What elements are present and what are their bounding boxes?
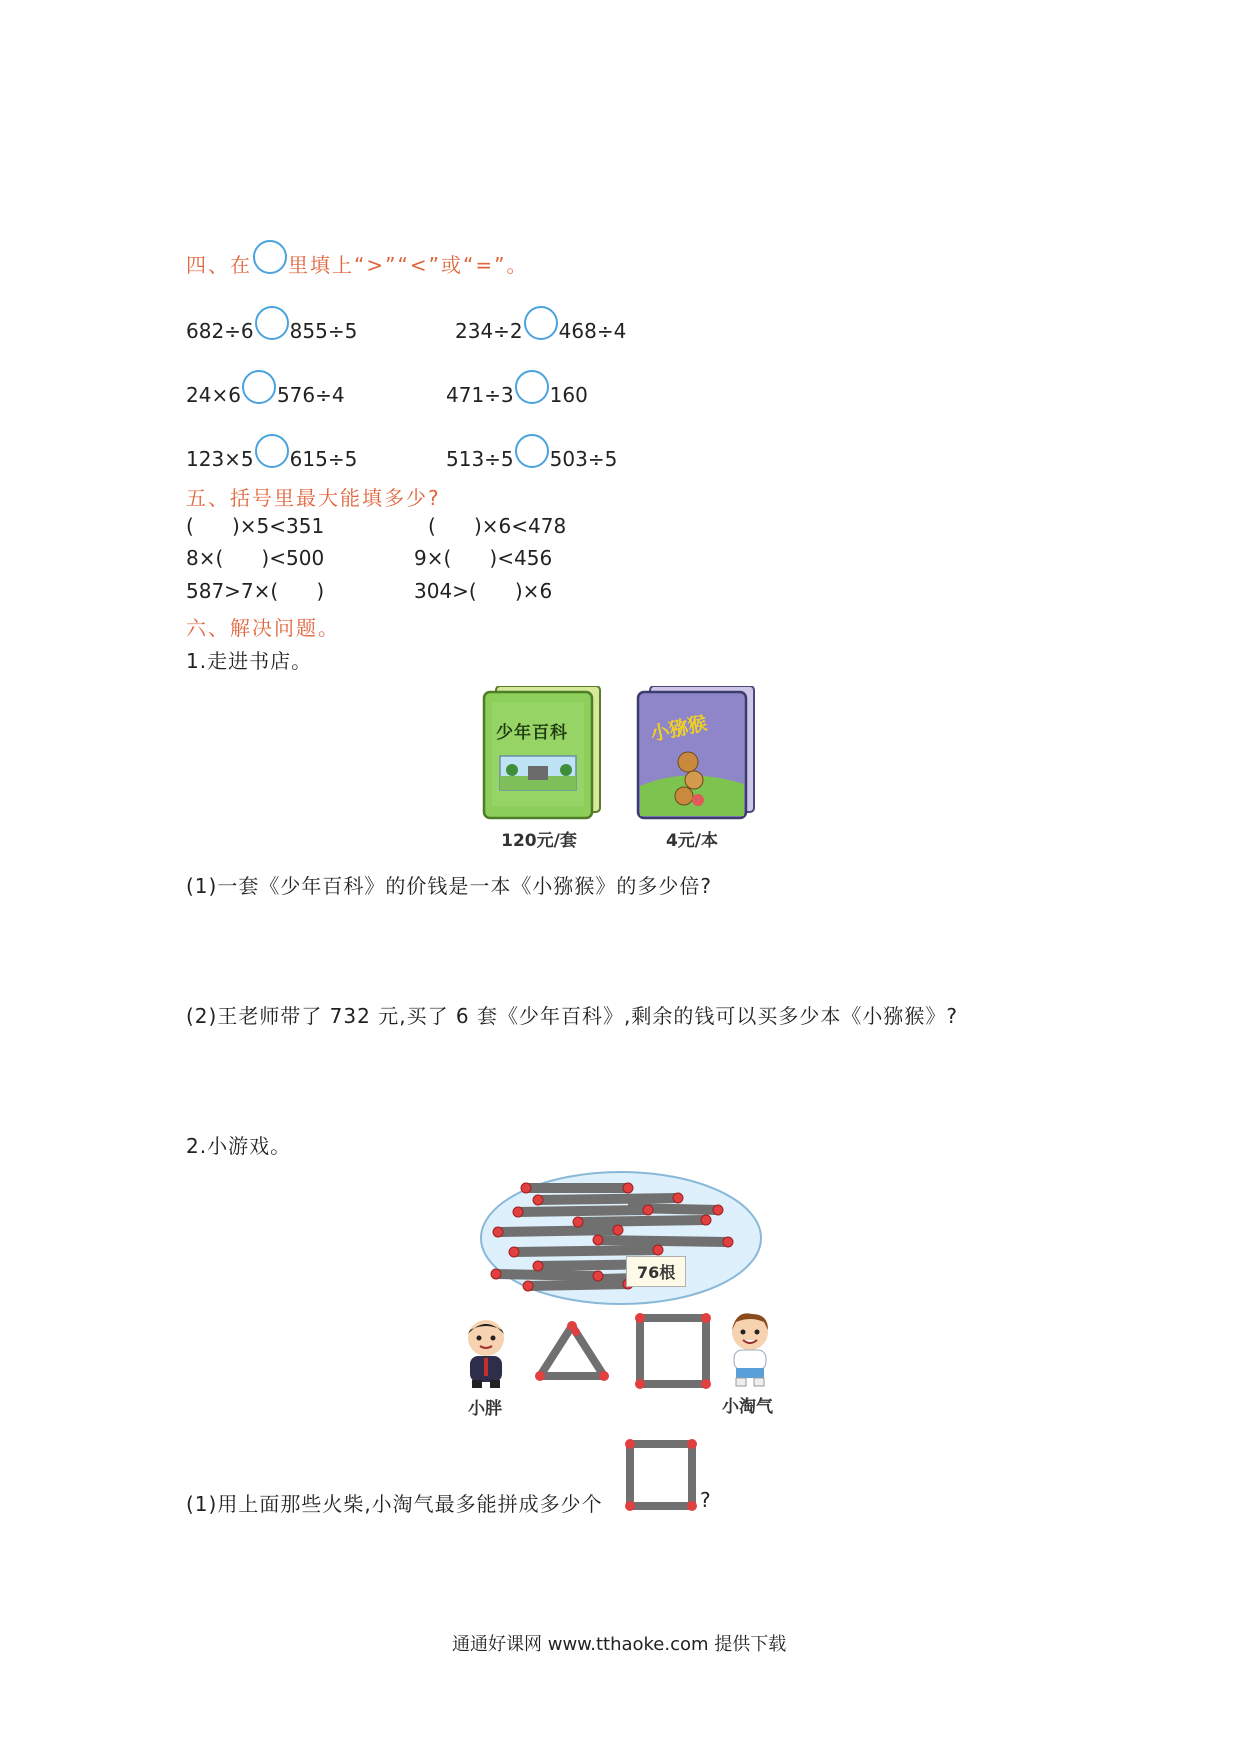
- problem2-q1-pre: (1)用上面那些火柴,小淘气最多能拼成多少个: [186, 1492, 603, 1516]
- answer-circle-icon: [253, 240, 287, 274]
- compare-item: [186, 434, 357, 471]
- compare-right: 855÷5: [289, 319, 358, 343]
- problem1-question1: (1)一套《少年百科》的价钱是一本《小猕猴》的多少倍?: [186, 874, 712, 898]
- compare-right: 576÷4: [276, 383, 345, 407]
- matchsticks-pile-illustration: [478, 1168, 764, 1308]
- compare-item: [186, 370, 345, 407]
- section6-heading: 六、解决问题。: [186, 616, 340, 640]
- compare-blank-circle[interactable]: [515, 370, 549, 404]
- problem1-title: 1.走进书店。: [186, 649, 313, 673]
- book-xiao-mihou-illustration: [636, 686, 756, 820]
- compare-left: 682÷6: [186, 319, 254, 343]
- compare-left: 123×5: [186, 447, 254, 471]
- compare-item: [455, 306, 626, 343]
- square-icon: [622, 1436, 702, 1514]
- problem2-title: 2.小游戏。: [186, 1134, 292, 1158]
- problem2-q1-post: ?: [700, 1488, 712, 1512]
- fill-max-item: ( )×5<351: [186, 514, 325, 538]
- compare-left: 234÷2: [455, 319, 523, 343]
- compare-item: [446, 370, 588, 407]
- fill-max-item: ( )×6<478: [428, 514, 567, 538]
- problem1-question2: (2)王老师带了 732 元,买了 6 套《少年百科》,剩余的钱可以买多少本《小猕猴》?: [186, 1004, 958, 1028]
- compare-right: 503÷5: [549, 447, 618, 471]
- compare-left: 513÷5: [446, 447, 514, 471]
- compare-right: 160: [549, 383, 588, 407]
- compare-blank-circle[interactable]: [255, 306, 289, 340]
- triangle-match-shape: [530, 1318, 614, 1384]
- section4-heading: [186, 240, 528, 278]
- fill-max-item: 9×( )<456: [414, 546, 553, 570]
- book-xiao-mihou: [636, 686, 756, 820]
- compare-left: 24×6: [186, 383, 241, 407]
- compare-blank-circle[interactable]: [255, 434, 289, 468]
- fill-max-item: 304>( )×6: [414, 579, 553, 603]
- book2-price: 4元/本: [665, 831, 719, 851]
- match-count-label: 76根: [626, 1256, 686, 1287]
- char1-name: 小胖: [468, 1399, 502, 1419]
- page-footer: 通通好课网 www.tthaoke.com 提供下载: [452, 1634, 787, 1655]
- compare-right: 468÷4: [558, 319, 627, 343]
- compare-left: 471÷3: [446, 383, 514, 407]
- compare-item: [446, 434, 617, 471]
- char2-name: 小淘气: [722, 1397, 773, 1417]
- compare-blank-circle[interactable]: [524, 306, 558, 340]
- xiaotaoqi-character-icon: [722, 1310, 778, 1388]
- book-shaonian-baike-illustration: [482, 686, 602, 820]
- compare-item: [186, 306, 357, 343]
- section4-heading-pre: 四、在: [186, 253, 252, 277]
- fill-max-item: 8×( )<500: [186, 546, 325, 570]
- compare-right: 615÷5: [289, 447, 358, 471]
- book1-price: 120元/套: [501, 831, 577, 851]
- compare-blank-circle[interactable]: [242, 370, 276, 404]
- section4-heading-post: 里填上“>”“<”或“=”。: [288, 253, 529, 277]
- fill-max-item: 587>7×( ): [186, 579, 325, 603]
- compare-blank-circle[interactable]: [515, 434, 549, 468]
- xiaopang-character-icon: [458, 1316, 514, 1390]
- book2-cover-title: 小猕猴: [648, 712, 709, 746]
- book1-cover-title: 少年百科: [496, 723, 568, 743]
- book-shaonian-baike: [482, 686, 602, 820]
- square-match-shape: [632, 1310, 714, 1392]
- section5-heading: 五、括号里最大能填多少?: [186, 486, 441, 510]
- problem2-question1: [186, 1488, 603, 1517]
